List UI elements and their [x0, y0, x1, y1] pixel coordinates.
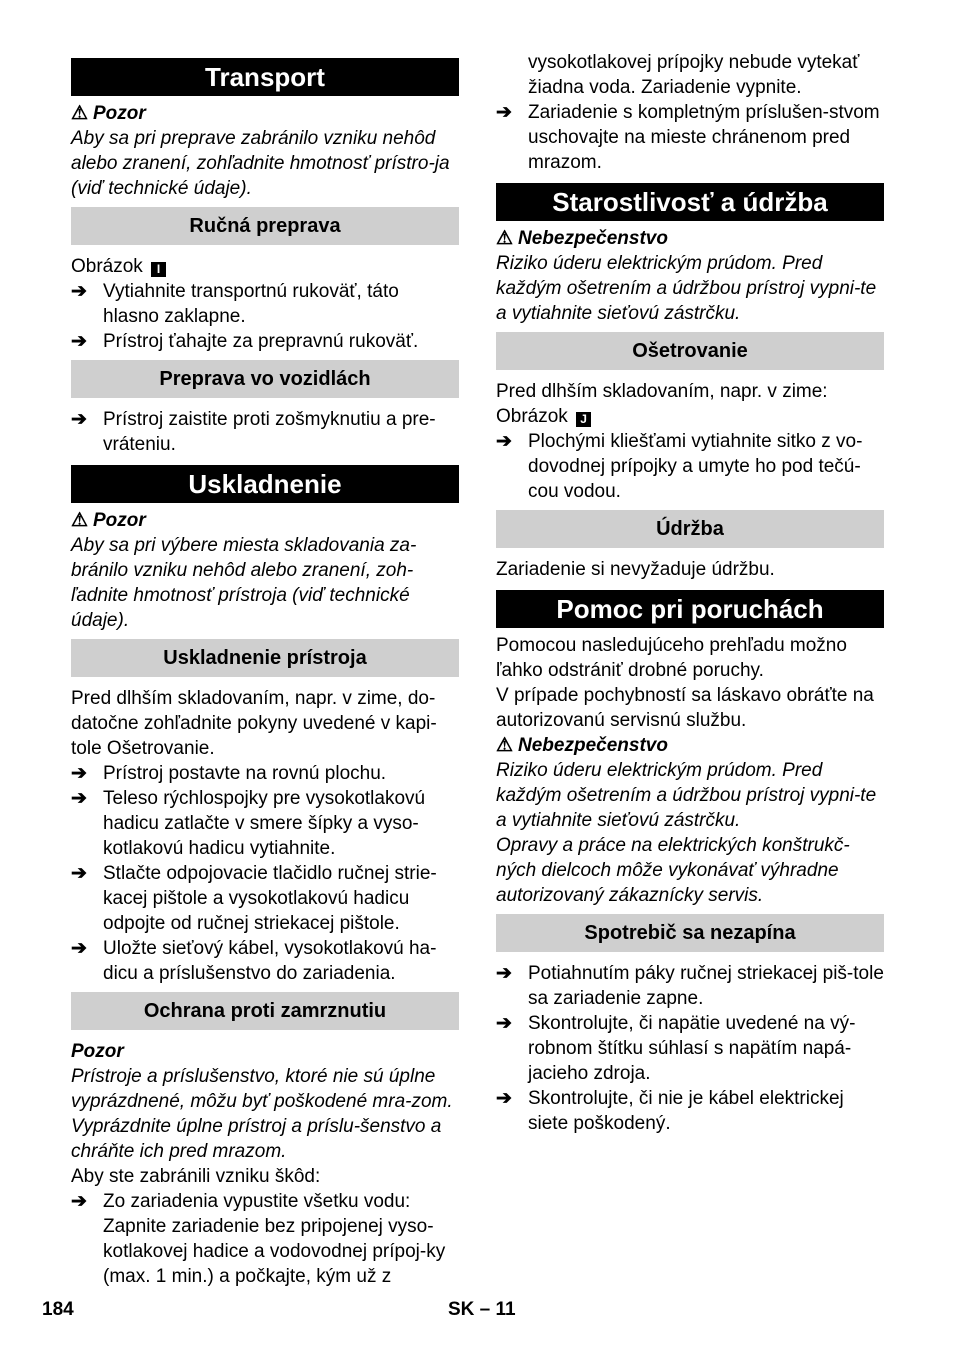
- warning-triangle-icon: ⚠: [71, 103, 89, 124]
- arrow-right-icon: ➔: [71, 281, 87, 302]
- arrow-right-icon: ➔: [71, 863, 87, 884]
- figure-label: Obrázok: [496, 406, 568, 427]
- list-item-text: Prístroj postavte na rovnú plochu.: [103, 763, 387, 784]
- list-item: [71, 761, 459, 786]
- list-item-text: Zo zariadenia vypustite všetku vodu: Zapnite zariadenie bez pripojenej vyso-kotlakovej hadice a vodovodnej prípoj-ky (max. 1 min.) a počkajte, kým už z: [103, 1191, 446, 1287]
- warning-text: Opravy a práce na elektrických konštrukč-ných dielcoch môže vykonávať výhradne autorizovaný zákaznícky servis.: [496, 835, 850, 906]
- subheading-manual-transport: Ručná preprava: [71, 207, 459, 245]
- section-page-label: SK – 11: [448, 1299, 516, 1320]
- figure-reference: [71, 254, 459, 279]
- warning-text: Riziko úderu elektrickým prúdom. Pred každým ošetrením a údržbou prístroj vypni-te a vytiahnite sieťovú zástrčku.: [496, 760, 877, 831]
- warning-label: Pozor: [93, 510, 146, 531]
- page-number: 184: [42, 1299, 74, 1320]
- list-item: [496, 1086, 884, 1136]
- list-item-text: Prístroj ťahajte za prepravnú rukoväť.: [103, 331, 419, 352]
- arrow-right-icon: ➔: [71, 331, 87, 352]
- continued-text: vysokotlakovej prípojky nebude vytekať žiadna voda. Zariadenie vypnite.: [528, 52, 860, 98]
- warning-text: Prístroje a príslušenstvo, ktoré nie sú úplne vyprázdnené, môžu byť poškodené mra-zom. Vyprázdnite úplne prístroj a príslu-šenstvo a chráňte ich pred mrazom.: [71, 1066, 453, 1162]
- arrow-right-icon: ➔: [71, 938, 87, 959]
- paragraph: V prípade pochybností sa láskavo obráťte na autorizovanú servisnú službu.: [496, 685, 874, 731]
- list-item: [496, 429, 884, 504]
- subheading-device-storage: Uskladnenie prístroja: [71, 639, 459, 677]
- arrow-right-icon: ➔: [496, 1013, 512, 1034]
- list-item-text: Potiahnutím páky ručnej striekacej piš-tole sa zariadenie zapne.: [528, 963, 884, 1009]
- list-item: [71, 786, 459, 861]
- heading-storage: Uskladnenie: [71, 465, 459, 503]
- list-item: [496, 1011, 884, 1086]
- list-item-text: Stlačte odpojovacie tlačidlo ručnej strie-kacej pištole a vysokotlakovú hadicu odpojte od ručnej striekacej pištole.: [103, 863, 437, 934]
- list-item-text: Skontrolujte, či nie je kábel elektrickej siete poškodený.: [528, 1088, 844, 1134]
- figure-reference: [496, 404, 884, 429]
- subheading-device-not-starting: Spotrebič sa nezapína: [496, 914, 884, 952]
- list-item: [71, 279, 459, 329]
- paragraph: Pred dlhším skladovaním, napr. v zime:: [496, 381, 828, 402]
- heading-care-maintenance: Starostlivosť a údržba: [496, 183, 884, 221]
- list-item-text: Teleso rýchlospojky pre vysokotlakovú hadicu zatlačte v smere šípky a vyso-kotlakovú hadicu vytiahnite.: [103, 788, 426, 859]
- list-item-text: Plochými kliešťami vytiahnite sitko z vo-dovodnej prípojky a umyte ho pod tečú-cou vodou.: [528, 431, 863, 502]
- right-column: [496, 50, 884, 1136]
- warning-triangle-icon: ⚠: [496, 735, 514, 756]
- arrow-right-icon: ➔: [71, 409, 87, 430]
- arrow-right-icon: ➔: [496, 102, 512, 123]
- warning-text: Aby sa pri preprave zabránilo vzniku nehôd alebo zranení, zohľadnite hmotnosť prístro-ja (viď technické údaje).: [71, 128, 450, 199]
- list-item: [496, 100, 884, 175]
- warning-text: Aby sa pri výbere miesta skladovania za-bránilo vzniku nehôd alebo zranení, zoh-ľadnite hmotnosť prístroja (viď technické údaje).: [71, 535, 417, 631]
- list-item: [71, 936, 459, 986]
- list-item-text: Vytiahnite transportnú rukoväť, táto hlasno zaklapne.: [103, 281, 399, 327]
- arrow-right-icon: ➔: [496, 431, 512, 452]
- list-item-text: Skontrolujte, či napätie uvedené na vý-robnom štítku súhlasí s napätím napá-jacieho zdroja.: [528, 1013, 856, 1084]
- figure-label: Obrázok: [71, 256, 143, 277]
- list-item: [71, 329, 459, 354]
- heading-troubleshooting: Pomoc pri poruchách: [496, 590, 884, 628]
- subheading-frost-protection: Ochrana proti zamrznutiu: [71, 992, 459, 1030]
- warning-label: Nebezpečenstvo: [518, 735, 668, 756]
- list-item-text: Zariadenie s kompletným príslušen-stvom uschovajte na mieste chránenom pred mrazom.: [528, 102, 880, 173]
- warning-title: [71, 101, 459, 126]
- subheading-maintenance: Údržba: [496, 510, 884, 548]
- figure-letter-badge: J: [576, 412, 591, 427]
- paragraph: Pred dlhším skladovaním, napr. v zime, do-datočne zohľadnite pokyny uvedené v kapi-tole Ošetrovanie.: [71, 688, 437, 759]
- warning-triangle-icon: ⚠: [496, 228, 514, 249]
- left-column: [71, 58, 459, 1289]
- subheading-vehicle-transport: Preprava vo vozidlách: [71, 360, 459, 398]
- paragraph: Aby ste zabránili vzniku škôd:: [71, 1166, 321, 1187]
- list-item-text: Prístroj zaistite proti zošmyknutiu a pre-vráteniu.: [103, 409, 436, 455]
- warning-label: Nebezpečenstvo: [518, 228, 668, 249]
- figure-letter-badge: I: [151, 262, 166, 277]
- list-item: [71, 861, 459, 936]
- arrow-right-icon: ➔: [71, 788, 87, 809]
- warning-title: [71, 508, 459, 533]
- list-item-text: Uložte sieťový kábel, vysokotlakovú ha-dicu a príslušenstvo do zariadenia.: [103, 938, 437, 984]
- warning-triangle-icon: ⚠: [71, 510, 89, 531]
- heading-transport: Transport: [71, 58, 459, 96]
- list-item: [496, 961, 884, 1011]
- arrow-right-icon: ➔: [71, 1191, 87, 1212]
- paragraph: Pomocou nasledujúceho prehľadu možno ľahko odstrániť drobné poruchy.: [496, 635, 847, 681]
- warning-text: Riziko úderu elektrickým prúdom. Pred každým ošetrením a údržbou prístroj vypni-te a vytiahnite sieťovú zástrčku.: [496, 253, 877, 324]
- warning-label: Pozor: [93, 103, 146, 124]
- arrow-right-icon: ➔: [71, 763, 87, 784]
- list-item: [71, 407, 459, 457]
- list-item: [71, 1189, 459, 1289]
- warning-title: [496, 733, 884, 758]
- subheading-cleaning: Ošetrovanie: [496, 332, 884, 370]
- paragraph: Zariadenie si nevyžaduje údržbu.: [496, 559, 775, 580]
- warning-title: [496, 226, 884, 251]
- warning-label: Pozor: [71, 1041, 124, 1062]
- arrow-right-icon: ➔: [496, 963, 512, 984]
- arrow-right-icon: ➔: [496, 1088, 512, 1109]
